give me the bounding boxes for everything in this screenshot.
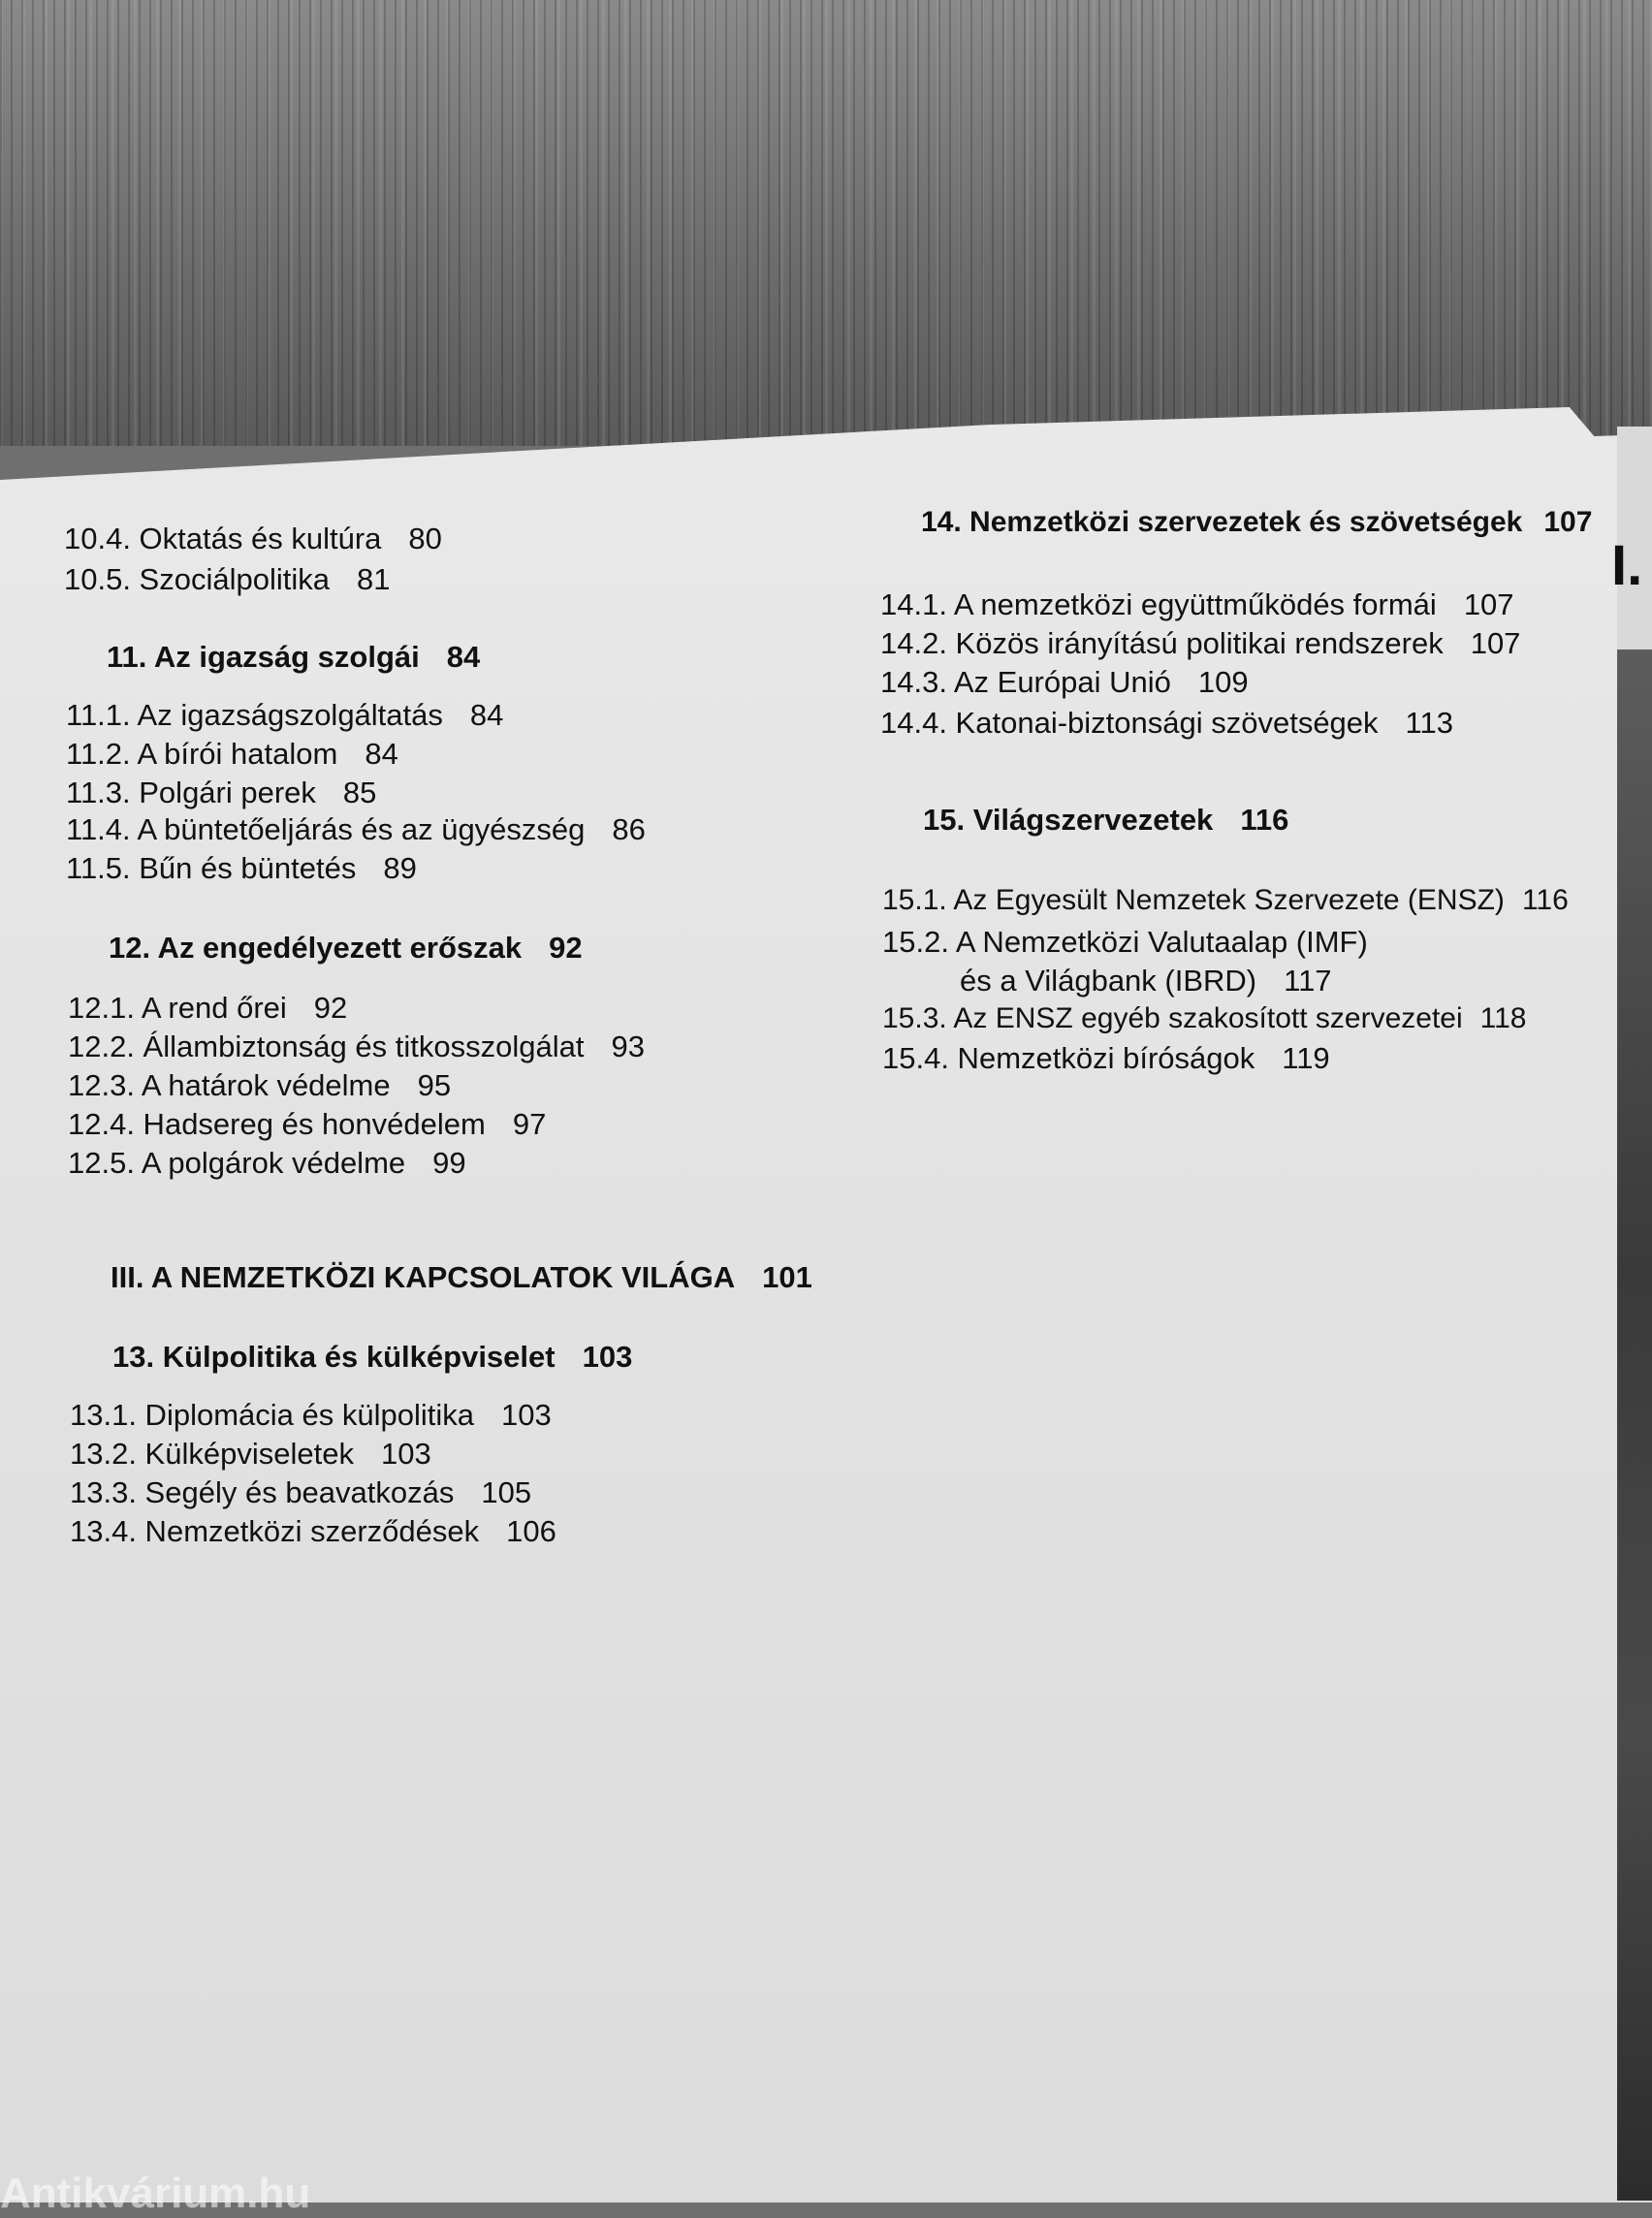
toc-entry <box>880 626 1520 661</box>
chapter-page: 116 <box>1240 803 1289 837</box>
entry-label: 13.2. Külképviseletek <box>70 1437 354 1471</box>
chapter-heading <box>107 640 480 675</box>
toc-entry <box>68 1030 645 1064</box>
toc-entry <box>66 776 376 810</box>
entry-label: 12.1. A rend őrei <box>68 991 287 1025</box>
chapter-title: 13. Külpolitika és külképviselet <box>112 1340 556 1374</box>
entry-label: 12.2. Állambiztonság és titkosszolgálat <box>68 1030 585 1063</box>
entry-label: 15.3. Az ENSZ egyéb szakosított szervezetei <box>882 1002 1463 1034</box>
entry-page: 89 <box>383 851 417 885</box>
entry-page: 119 <box>1282 1041 1330 1075</box>
entry-label: 14.3. Az Európai Unió <box>880 665 1171 699</box>
entry-page: 81 <box>357 562 391 596</box>
entry-label: 14.1. A nemzetközi együttműködés formái <box>880 587 1437 621</box>
toc-entry-continued <box>960 964 1332 998</box>
entry-label: 14.4. Katonai-biztonsági szövetségek <box>880 706 1379 740</box>
entry-label: 15.1. Az Egyesült Nemzetek Szervezete (ENSZ) <box>882 884 1505 916</box>
entry-label: 11.5. Bűn és büntetés <box>66 851 357 885</box>
entry-page: 113 <box>1405 706 1453 740</box>
chapter-page: 92 <box>549 931 583 965</box>
entry-page: 117 <box>1284 964 1332 998</box>
entry-label: 15.4. Nemzetközi bíróságok <box>882 1041 1255 1075</box>
chapter-heading <box>923 803 1288 838</box>
toc-entry <box>68 1068 451 1103</box>
toc-entry <box>70 1514 556 1549</box>
entry-page: 93 <box>611 1030 645 1063</box>
entry-label: és a Világbank (IBRD) <box>960 964 1257 998</box>
facing-page-mark: I. <box>1611 534 1643 597</box>
entry-page: 84 <box>469 698 504 732</box>
entry-page: 84 <box>365 737 398 771</box>
entry-label: 14.2. Közös irányítású politikai rendszerek <box>880 626 1444 660</box>
entry-page: 107 <box>1470 626 1521 660</box>
part-heading <box>111 1260 812 1295</box>
entry-label: 12.3. A határok védelme <box>68 1068 391 1102</box>
entry-page: 103 <box>380 1437 431 1471</box>
entry-label: 11.1. Az igazságszolgáltatás <box>66 698 443 732</box>
entry-label: 15.2. A Nemzetközi Valutaalap (IMF) <box>882 925 1368 959</box>
toc-entry <box>70 1398 552 1433</box>
toc-entry <box>68 1146 466 1181</box>
entry-page: 95 <box>417 1068 452 1102</box>
chapter-heading <box>109 931 583 966</box>
entry-label: 13.3. Segély és beavatkozás <box>70 1475 455 1509</box>
facing-page-photo <box>1617 650 1652 2201</box>
entry-label: 11.2. A bírói hatalom <box>66 737 338 771</box>
table-background <box>0 0 1652 446</box>
toc-entry <box>880 587 1514 622</box>
entry-label: 10.5. Szociálpolitika <box>64 562 330 596</box>
chapter-title: 11. Az igazság szolgái <box>107 640 420 674</box>
entry-page: 85 <box>342 776 377 809</box>
show-through-text <box>543 737 1609 774</box>
chapter-heading <box>112 1340 632 1375</box>
entry-label: 13.1. Diplomácia és külpolitika <box>70 1398 474 1432</box>
chapter-page: 103 <box>582 1340 633 1374</box>
chapter-title: 14. Nemzetközi szervezetek és szövetségek <box>921 506 1523 538</box>
toc-entry <box>70 1475 531 1510</box>
toc-entry <box>880 665 1249 700</box>
chapter-title: 12. Az engedélyezett erőszak <box>109 931 523 965</box>
entry-page: 99 <box>432 1146 466 1180</box>
toc-entry <box>66 812 646 847</box>
toc-entry <box>64 522 442 556</box>
entry-label: 10.4. Oktatás és kultúra <box>64 522 382 555</box>
toc-entry <box>66 851 417 886</box>
toc-entry <box>882 884 1569 917</box>
chapter-page: 84 <box>446 640 481 674</box>
entry-label: 12.4. Hadsereg és honvédelem <box>68 1107 486 1141</box>
chapter-page: 107 <box>1543 506 1593 538</box>
entry-page: 86 <box>612 812 646 846</box>
entry-page: 80 <box>408 522 442 555</box>
entry-page: 97 <box>512 1107 547 1141</box>
toc-entry <box>882 1002 1526 1035</box>
toc-entry <box>64 562 390 597</box>
toc-entry <box>70 1437 431 1472</box>
chapter-heading <box>921 506 1592 539</box>
toc-entry <box>68 1107 546 1142</box>
toc-entry <box>880 706 1453 741</box>
book-page <box>0 407 1652 2202</box>
entry-page: 118 <box>1479 1002 1527 1034</box>
entry-page: 106 <box>506 1514 556 1548</box>
entry-page: 105 <box>481 1475 532 1509</box>
toc-entry <box>66 737 398 772</box>
entry-page: 109 <box>1197 665 1249 699</box>
watermark: Antikvárium.hu <box>0 2170 311 2217</box>
entry-label: 11.4. A büntetőeljárás és az ügyészség <box>66 812 586 846</box>
entry-page: 116 <box>1521 884 1569 916</box>
entry-label: 13.4. Nemzetközi szerződések <box>70 1514 480 1548</box>
part-title: III. A NEMZETKÖZI KAPCSOLATOK VILÁGA <box>111 1260 736 1294</box>
entry-page: 107 <box>1463 587 1514 621</box>
chapter-title: 15. Világszervezetek <box>923 803 1214 837</box>
toc-entry <box>882 1041 1330 1076</box>
entry-page: 92 <box>313 991 348 1025</box>
entry-label: 12.5. A polgárok védelme <box>68 1146 406 1180</box>
toc-entry <box>68 991 347 1026</box>
entry-page: 103 <box>501 1398 552 1432</box>
entry-label: 11.3. Polgári perek <box>66 776 316 809</box>
toc-entry <box>882 925 1395 960</box>
toc-entry <box>66 698 503 733</box>
part-page: 101 <box>762 1260 812 1294</box>
